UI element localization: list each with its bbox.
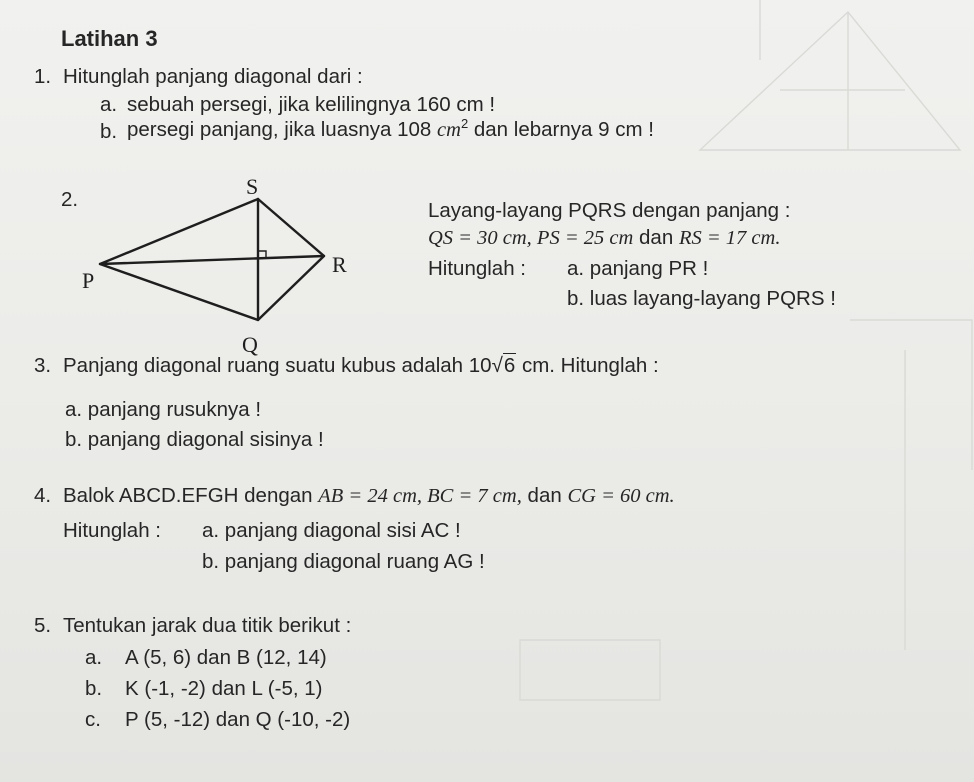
vertex-label-q: Q [242, 332, 258, 357]
q5-c-text: P (5, -12) dan Q (-10, -2) [125, 708, 351, 731]
q3-pre: Panjang diagonal ruang suatu kubus adalah [63, 354, 464, 377]
q2-b: b. luas layang-layang PQRS ! [567, 287, 836, 310]
q4-ab-bc: AB = 24 cm, BC = 7 cm, [318, 485, 522, 507]
q3-line1 [63, 354, 659, 378]
q1-b-label: b. [100, 120, 118, 143]
q5-a-label: a. [85, 646, 103, 669]
q5-number: 5. [34, 614, 52, 637]
q5-c-label: c. [85, 708, 101, 731]
q2-line2 [428, 226, 780, 250]
radicand: 6 [503, 354, 516, 377]
q4-line1 [63, 484, 675, 508]
q1-a-text: sebuah persegi, jika kelilingnya 160 cm ! [127, 93, 496, 116]
q1-b-line [127, 118, 654, 142]
q4-cg: CG = 60 cm. [567, 485, 675, 507]
q3-b: b. panjang diagonal sisinya ! [65, 428, 324, 451]
vertex-label-s: S [246, 174, 259, 199]
q2-a: a. panjang PR ! [567, 257, 709, 280]
page-title: Latihan 3 [61, 26, 158, 51]
q1-number: 1. [34, 65, 52, 88]
q4-pre: Balok ABCD.EFGH dengan [63, 484, 313, 507]
q2-line1: Layang-layang PQRS dengan panjang : [428, 199, 791, 222]
q5-a-text: A (5, 6) dan B (12, 14) [125, 646, 327, 669]
q3-coef: 10 [468, 354, 492, 377]
q1-a-label: a. [100, 93, 118, 116]
kite-figure [82, 172, 372, 362]
radical-sign: √ [491, 354, 503, 377]
q2-rs: RS = 17 cm. [678, 227, 781, 249]
q5-stem: Tentukan jarak dua titik berikut : [63, 614, 352, 637]
q3-post: cm. Hitunglah : [521, 354, 659, 377]
q5-b-text: K (-1, -2) dan L (-5, 1) [125, 677, 323, 700]
q1-b-unit: cm [437, 119, 461, 141]
vertex-label-p: P [82, 268, 95, 293]
q5-b-label: b. [85, 677, 103, 700]
q2-ask: Hitunglah : [428, 257, 527, 280]
q1-b-pre: persegi panjang, jika luasnya [127, 118, 392, 141]
q4-ask: Hitunglah : [63, 519, 162, 542]
q3-number: 3. [34, 354, 52, 377]
q4-mid: dan [527, 484, 562, 507]
q4-a: a. panjang diagonal sisi AC ! [202, 519, 461, 542]
kite-diagonal-pr [100, 256, 324, 264]
vertex-label-r: R [332, 252, 347, 277]
q2-qs-ps: QS = 30 cm, PS = 25 cm [428, 227, 634, 249]
sqrt-expression [492, 354, 517, 378]
q4-b: b. panjang diagonal ruang AG ! [202, 550, 485, 573]
q1-b-post: dan lebarnya 9 cm ! [473, 118, 654, 141]
q4-number: 4. [34, 484, 52, 507]
q2-number: 2. [61, 188, 79, 211]
q3-a: a. panjang rusuknya ! [65, 398, 262, 421]
q1-b-value: 108 [397, 118, 432, 141]
q1-b-exponent: 2 [460, 116, 469, 132]
q2-rs-pre: dan [639, 226, 674, 249]
q1-stem: Hitunglah panjang diagonal dari : [63, 65, 363, 88]
